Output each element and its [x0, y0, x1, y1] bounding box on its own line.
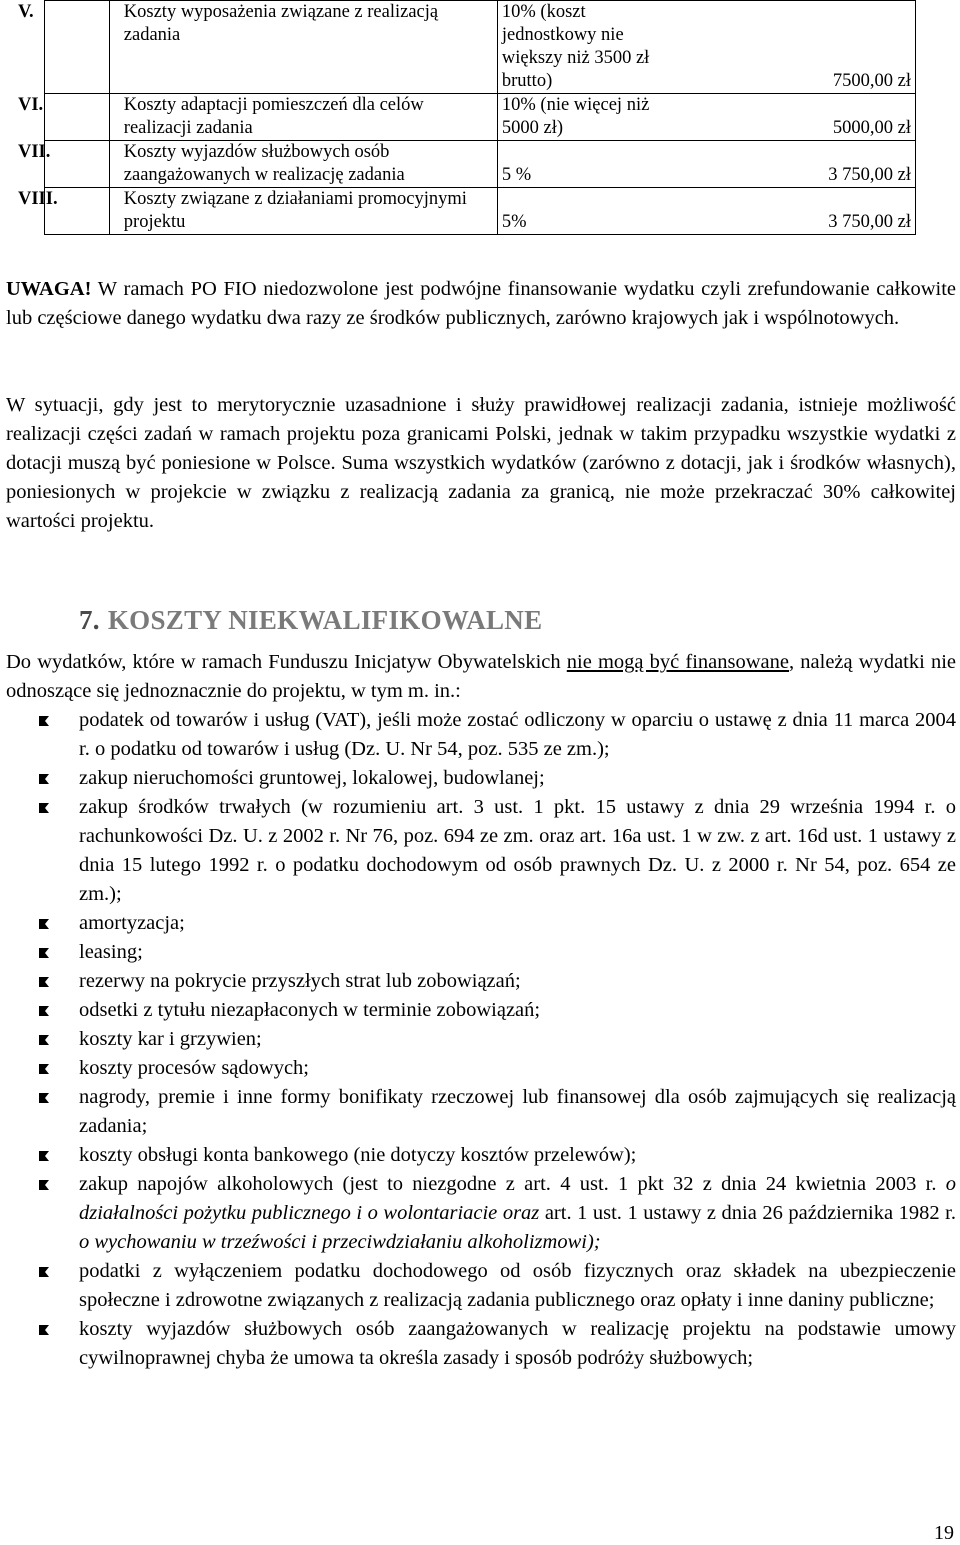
- row-number: VII.: [18, 142, 51, 162]
- square-bullet-icon: [39, 716, 49, 726]
- list-item: podatek od towarów i usług (VAT), jeśli może zostać odliczony w oparciu o ustawę z dnia 11 marca 2004 r. o podatku od towarów i usług (Dz. U. Nr 54, poz. 535 ze zm.);: [0, 706, 956, 764]
- abroad-paragraph: W sytuacji, gdy jest to merytorycznie uzasadnione i służy prawidłowej realizacji zadania, istnieje możliwość realizacji części zadań w ramach projektu poza granicami Polski, jednak w takim przypadku wszystkie wydatki z dotacji muszą być poniesione w Polsce. Suma wszystkich wydatków (zarówno z dotacji, jak i środków własnych), poniesionych w projekcie w związku z realizacją zadania za granicą, nie może przekraczać 30% całkowitej wartości projektu.: [6, 394, 956, 532]
- square-bullet-icon: [39, 919, 49, 929]
- underlined-phrase: nie mogą być finansowane: [566, 651, 790, 673]
- cost-amount: 5000,00 zł: [678, 94, 916, 141]
- list-item: rezerwy na pokrycie przyszłych strat lub zobowiązań;: [0, 967, 956, 996]
- non-eligible-costs-list: [0, 706, 956, 1373]
- square-bullet-icon: [39, 803, 49, 813]
- list-item: zakup środków trwałych (w rozumieniu art. 3 ust. 1 pkt. 15 ustawy z dnia 29 września 1994 r. o rachunkowości Dz. U. z 2002 r. Nr 76, poz. 694 ze zm. oraz art. 16a ust. 1 w zw. z art. 16d ust. 1 ustawy z dnia 15 lutego 1992 r. o podatku dochodowym od osób prawnych Dz. U. z 2000 r. Nr 54, poz. 654 ze zm.);: [0, 793, 956, 909]
- square-bullet-icon: [39, 774, 49, 784]
- list-item: odsetki z tytułu niezapłaconych w terminie zobowiązań;: [0, 996, 956, 1025]
- square-bullet-icon: [39, 1035, 49, 1045]
- list-item: koszty kar i grzywien;: [0, 1025, 956, 1054]
- table-row: [45, 141, 916, 188]
- warning-text: W ramach PO FIO niedozwolone jest podwójne finansowanie wydatku czyli zrefundowanie całkowite lub częściowe danego wydatku dwa razy ze środków publicznych, zarówno krajowych jak i wspólnotowych.: [6, 278, 956, 329]
- square-bullet-icon: [39, 1151, 49, 1161]
- cost-name: Koszty wyposażenia związane z realizacją zadania: [109, 1, 497, 94]
- table-row: [45, 188, 916, 235]
- warning-label: UWAGA!: [6, 278, 92, 300]
- cost-limit: 5 %: [497, 141, 677, 188]
- section-number: 7.: [79, 605, 100, 635]
- section-heading: [79, 600, 542, 640]
- square-bullet-icon: [39, 948, 49, 958]
- list-item: nagrody, premie i inne formy bonifikaty rzeczowej lub finansowej dla osób zajmujących się realizacją zadania;: [0, 1083, 956, 1141]
- square-bullet-icon: [39, 1093, 49, 1103]
- row-number: VI.: [18, 95, 44, 115]
- square-bullet-icon: [39, 1180, 49, 1190]
- square-bullet-icon: [39, 1006, 49, 1016]
- list-item: leasing;: [0, 938, 956, 967]
- row-number: V.: [18, 2, 34, 22]
- warning-paragraph: [6, 275, 956, 333]
- cost-limit: 5%: [497, 188, 677, 235]
- row-number: VIII.: [18, 189, 58, 209]
- square-bullet-icon: [39, 977, 49, 987]
- cost-name: Koszty adaptacji pomieszczeń dla celów realizacji zadania: [109, 94, 497, 141]
- section-intro: Do wydatków, które w ramach Funduszu Inicjatyw Obywatelskich nie mogą być finansowane, należą wydatki nie odnoszące się jednoznacznie do projektu, w tym m. in.:: [6, 651, 957, 702]
- list-item: koszty obsługi konta bankowego (nie dotyczy kosztów przelewów);: [0, 1141, 956, 1170]
- section-title: KOSZTY NIEKWALIFIKOWALNE: [107, 605, 543, 635]
- list-item: zakup napojów alkoholowych (jest to niezgodne z art. 4 ust. 1 pkt 32 z dnia 24 kwietnia 2003 r. o działalności pożytku publicznego i o wolontariacie oraz art. 1 ust. 1 ustawy z dnia 26 października 1982 r. o wychowaniu w trzeźwości i przeciwdziałaniu alkoholizmowi);: [0, 1170, 956, 1257]
- cost-amount: 7500,00 zł: [678, 1, 916, 94]
- cost-name: Koszty wyjazdów służbowych osób zaangażowanych w realizację zadania: [109, 141, 497, 188]
- cost-amount: 3 750,00 zł: [678, 188, 916, 235]
- list-item: koszty procesów sądowych;: [0, 1054, 956, 1083]
- list-item: amortyzacja;: [0, 909, 956, 938]
- italic-act-title: o wychowaniu w trzeźwości i przeciwdziałaniu alkoholizmowi);: [79, 1231, 601, 1253]
- cost-table: [18, 0, 916, 235]
- cost-limit: 10% (nie więcej niż 5000 zł): [497, 94, 677, 141]
- square-bullet-icon: [39, 1325, 49, 1335]
- list-item: zakup nieruchomości gruntowej, lokalowej, budowlanej;: [0, 764, 956, 793]
- list-item: koszty wyjazdów służbowych osób zaangażowanych w realizację projektu na podstawie umowy cywilnoprawnej chyba że umowa ta określa zasady i sposób podróży służbowych;: [0, 1315, 956, 1373]
- cost-amount: 3 750,00 zł: [678, 141, 916, 188]
- square-bullet-icon: [39, 1064, 49, 1074]
- square-bullet-icon: [39, 1267, 49, 1277]
- list-item: podatki z wyłączeniem podatku dochodowego od osób fizycznych oraz składek na ubezpieczenie społeczne i zdrowotne związanych z realizacją zadania publicznego oraz opłaty i inne daniny publiczne;: [0, 1257, 956, 1315]
- cost-name: Koszty związane z działaniami promocyjnymi projektu: [109, 188, 497, 235]
- cost-limit: 10% (koszt jednostkowy nie większy niż 3500 zł brutto): [497, 1, 677, 94]
- table-row: [45, 1, 916, 94]
- italic-act-title: o działalności pożytku publicznego i o wolontariacie oraz: [79, 1173, 956, 1224]
- page-number: 19: [934, 1522, 954, 1544]
- table-row: [45, 94, 916, 141]
